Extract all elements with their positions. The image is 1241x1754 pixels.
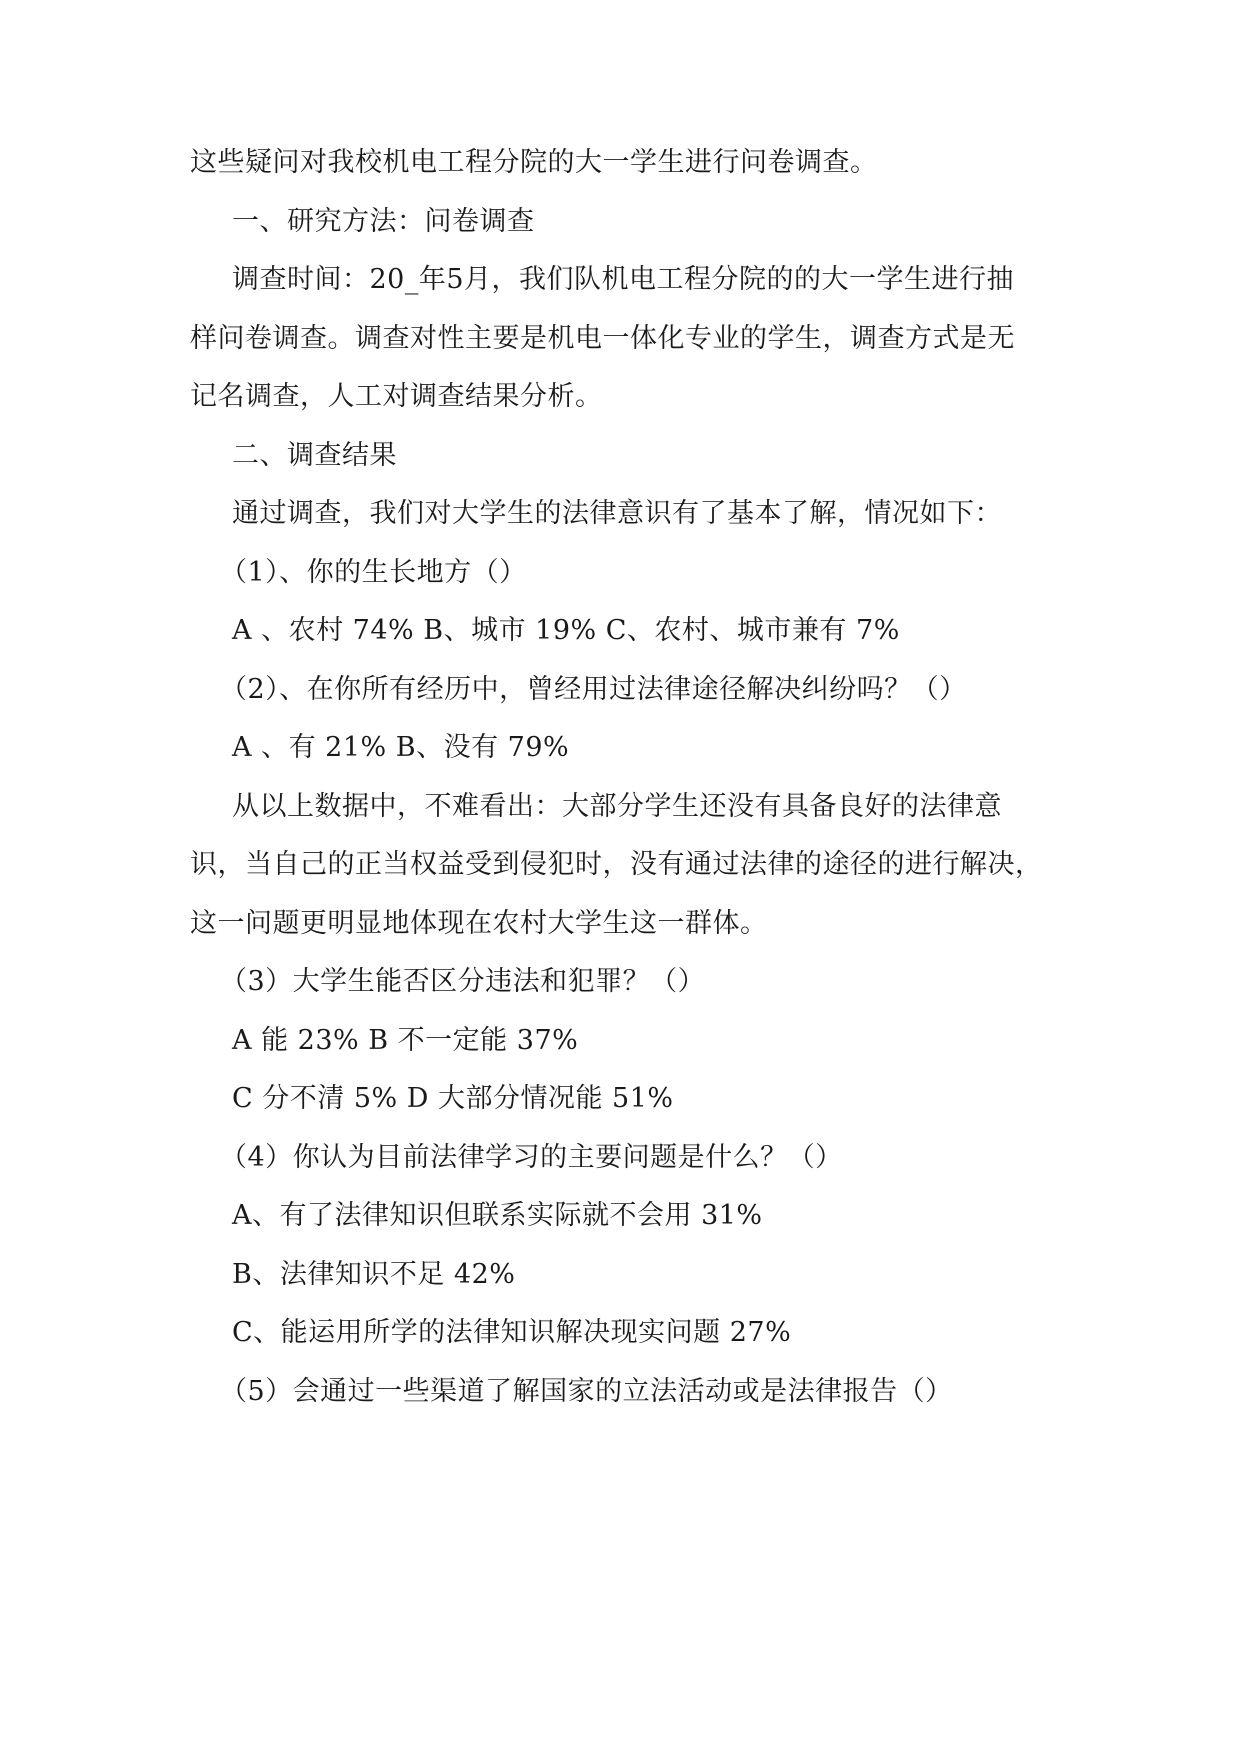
paragraph-line: 识，当自己的正当权益受到侵犯时，没有通过法律的途径的进行解决， (190, 849, 1043, 880)
paragraph-line: 记名调查，人工对调查结果分析。 (190, 381, 603, 412)
question-line: （4）你认为目前法律学习的主要问题是什么？（） (220, 1142, 843, 1173)
answer-line: A 、有 21% B、没有 79% (232, 732, 570, 763)
paragraph-line: 通过调查，我们对大学生的法律意识有了基本了解，情况如下： (232, 498, 1002, 529)
section-heading-results: 二、调查结果 (232, 440, 397, 471)
paragraph-line: 调查时间：20_年5月，我们队机电工程分院的的大一学生进行抽 (232, 264, 1015, 295)
section-heading-methods: 一、研究方法：问卷调查 (232, 206, 535, 237)
answer-line: B、法律知识不足 42% (232, 1259, 516, 1290)
answer-line: C 分不清 5% D 大部分情况能 51% (232, 1083, 674, 1114)
answer-line: A 、农村 74% B、城市 19% C、农村、城市兼有 7% (232, 615, 900, 646)
paragraph-line: 这一问题更明显地体现在农村大学生这一群体。 (190, 908, 768, 939)
question-line: （1）、你的生长地方（） (220, 557, 527, 588)
answer-line: A、有了法律知识但联系实际就不会用 31% (232, 1200, 763, 1231)
question-line: （5）会通过一些渠道了解国家的立法活动或是法律报告（） (220, 1376, 953, 1407)
paragraph-line: 样问卷调查。调查对性主要是机电一体化专业的学生，调查方式是无 (190, 323, 1015, 354)
answer-line: C、能运用所学的法律知识解决现实问题 27% (232, 1317, 792, 1348)
answer-line: A 能 23% B 不一定能 37% (232, 1025, 579, 1056)
paragraph-line: 从以上数据中，不难看出：大部分学生还没有具备良好的法律意 (232, 791, 1002, 822)
paragraph-line: 这些疑问对我校机电工程分院的大一学生进行问卷调查。 (190, 147, 878, 178)
question-line: （3）大学生能否区分违法和犯罪？（） (220, 966, 706, 997)
question-line: （2）、在你所有经历中，曾经用过法律途径解决纠纷吗？（） (220, 674, 967, 705)
